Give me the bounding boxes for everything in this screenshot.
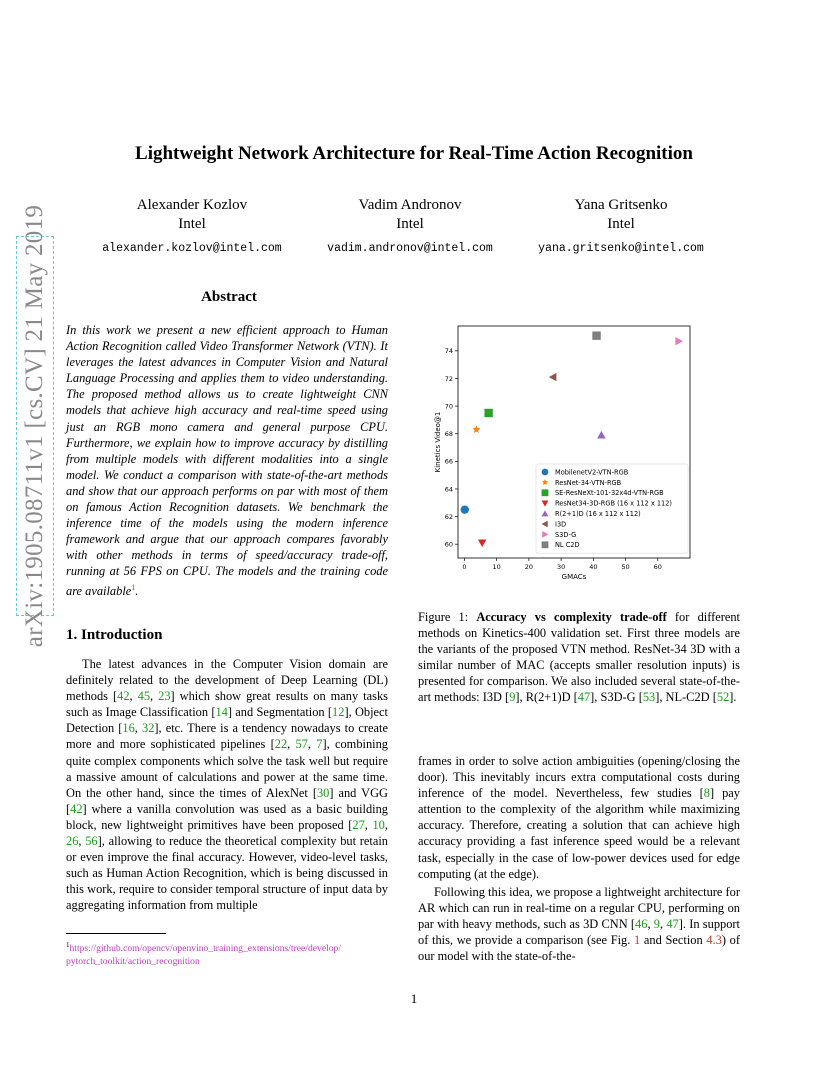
text-run: frames in order to solve action ambiguities (opening/closing the door). This inevitably incurs extra computational costs during inference of the model. Nevertheless, few studies [ xyxy=(418,754,740,801)
citation-link[interactable]: 42 xyxy=(117,689,130,704)
x-tick-label: 20 xyxy=(524,563,534,571)
author-name: Alexander Kozlov xyxy=(136,197,248,213)
page-number: 1 xyxy=(410,991,418,1006)
text-run: Figure 1: xyxy=(418,610,477,624)
text-run: , xyxy=(384,817,388,832)
text-run: , xyxy=(78,834,86,849)
author-2 xyxy=(300,196,520,258)
text-run: , xyxy=(660,916,667,931)
legend-label: S3D-G xyxy=(555,530,577,539)
citation-link[interactable]: 47 xyxy=(666,916,679,931)
text-run: ]. xyxy=(729,690,737,705)
text-run: The latest advances in the Computer Vision domain are definitely related to the development of Deep Learning (DL) methods [ xyxy=(66,657,388,704)
text-run: for different methods on Kinetics-400 validation set. First three models are the variants of the proposed VTN method. ResNet-34 3D with a similar number of MAC (accepts smaller resolution inputs) is presented for comparison. We also included several state-of-the-art methods: I3D [ xyxy=(418,610,740,705)
x-tick-label: 40 xyxy=(589,563,598,571)
citation-link[interactable]: 9 xyxy=(653,916,660,931)
y-tick-label: 66 xyxy=(444,457,453,466)
footnote-number: 1 xyxy=(66,941,70,949)
x-axis-label: GMACs xyxy=(561,573,587,580)
legend-marker xyxy=(542,469,549,476)
text-run: ], combining quite complex components which solve the task well but require a massive amount of calculations and power at the same time. On the other hand, since the times of AlexNet [ xyxy=(66,737,388,800)
legend-frame xyxy=(536,464,688,553)
x-tick-label: 10 xyxy=(492,563,501,571)
footnote-link-line-2[interactable]: pytorch_toolkit/action_recognition xyxy=(66,956,200,968)
legend-label: SE-ResNeXt-101-32x4d-VTN-RGB xyxy=(555,489,664,498)
author-affiliation: Intel xyxy=(607,216,635,232)
legend-label: R(2+1)D (16 x 112 x 112) xyxy=(555,510,641,518)
text-run: ] and VGG [ xyxy=(66,785,388,816)
y-tick-label: 60 xyxy=(444,540,453,549)
text-run: ], etc. There is a tendency nowadays to create more and more sophisticated pipelines [ xyxy=(66,721,388,752)
citation-link[interactable]: 32 xyxy=(142,721,155,736)
text-run: , xyxy=(647,916,654,931)
text-run: , xyxy=(129,689,138,704)
text-run: , xyxy=(134,721,143,736)
citation-link[interactable]: 46 xyxy=(635,916,648,931)
text-run: ], NL-C2D [ xyxy=(655,690,717,705)
abstract-heading: Abstract xyxy=(201,289,257,305)
legend-label: ResNet-34-VTN-RGB xyxy=(555,478,622,487)
text-run: ], allowing to reduce the theoretical complexity but retain or even improve the final accuracy. However, video-level tasks, such as Human Action Recognition, which is being discussed in this work, require to consider temporal structure of input data by aggregating information from multiple xyxy=(66,834,388,913)
intro-paragraph-1 xyxy=(66,656,388,914)
data-point xyxy=(592,331,600,339)
abstract-body xyxy=(66,322,388,599)
citation-link[interactable]: 12 xyxy=(332,705,345,720)
author-1 xyxy=(82,196,302,258)
text-run: ] pay attention to the complexity of the algorithm while maximizing accuracy. Therefore, creating a solution that can achieve high accuracy providing a fast inference speed would be a relevant task, especially in the case of low-power devices used for edge computing (at the edge). xyxy=(418,786,740,881)
legend-marker xyxy=(542,489,549,496)
citation-link[interactable]: 57 xyxy=(295,737,308,752)
data-point xyxy=(484,409,492,417)
reference-link[interactable]: 1 xyxy=(634,933,641,948)
text-run: ], R(2+1)D [ xyxy=(515,690,578,705)
footnote-rule xyxy=(66,933,166,934)
reference-link[interactable]: 4.3 xyxy=(706,933,722,948)
citation-link[interactable]: 42 xyxy=(70,801,83,816)
citation-link[interactable]: 30 xyxy=(316,785,330,800)
chart-legend xyxy=(536,464,688,553)
text-run: ]. In support of this, we provide a comparison (see Fig. xyxy=(418,916,740,948)
figure-1-chart xyxy=(424,318,694,580)
citation-link[interactable]: 52 xyxy=(716,690,730,705)
bold-run: Accuracy vs complexity trade-off xyxy=(476,610,667,624)
text-run: , xyxy=(150,689,159,704)
footnote-link-line-1[interactable]: https://github.com/opencv/openvino_training_extensions/tree/develop/ xyxy=(69,943,342,955)
intro-column-2 xyxy=(418,753,740,964)
text-run: ] where a vanilla convolution was used as a basic building block, new lightweight primitives have been proposed [ xyxy=(66,801,388,832)
citation-link[interactable]: 56 xyxy=(85,834,98,849)
text-run: , xyxy=(364,817,373,832)
data-point xyxy=(478,539,486,547)
text-run: ] which show great results on many tasks such as Image Classification [ xyxy=(66,689,388,720)
text-run: , xyxy=(307,737,317,752)
author-name: Vadim Andronov xyxy=(358,197,462,213)
citation-link[interactable]: 16 xyxy=(122,721,135,736)
citation-link[interactable]: 8 xyxy=(703,786,710,801)
text-run: Following this idea, we propose a lightweight architecture for AR which can run in real-time on a regular CPU, performing on par with heavy methods, such as 3D CNN [ xyxy=(418,884,740,931)
arxiv-side-stamp xyxy=(18,204,52,648)
text-run: ], S3D-G [ xyxy=(590,690,643,705)
paper-title: Lightweight Network Architecture for Real-Time Action Recognition xyxy=(135,143,693,164)
intro-paragraph-3 xyxy=(418,884,740,964)
legend-marker xyxy=(542,541,549,548)
citation-link[interactable]: 45 xyxy=(137,689,151,704)
intro-column-1 xyxy=(66,656,388,914)
data-point xyxy=(549,373,557,381)
legend-label: MobilenetV2-VTN-RGB xyxy=(555,468,629,477)
citation-link[interactable]: 23 xyxy=(158,689,171,704)
text-run: ] and Segmentation [ xyxy=(227,705,333,720)
text-run: ) of our model with the state-of-the- xyxy=(418,933,740,964)
text-run: ], Object Detection [ xyxy=(66,705,388,736)
author-3 xyxy=(511,196,731,258)
abstract-text: In this work we present a new efficient approach to Human Action Recognition called Video Transformer Network (VTN). It leverages the latest advances in Computer Vision and Natural Language Processing and applies them to video understanding. The proposed method allows us to create lightweight CNN models that achieve high accuracy and real-time speed using just an RGB mono camera and general purpose CPU. Furthermore, we explain how to improve accuracy by distilling from multiple models with different modalities into a single model. We conduct a comparison with state-of-the-art methods and show that our approach performs on par with most of them on famous Action Recognition datasets. We benchmark the inference time of the models using the modern inference framework and argue that our approach compares favorably with other methods in terms of speed/accuracy trade-off, running at 56 FPS on CPU. The models and the training code are available xyxy=(66,323,388,598)
legend-label: ResNet34-3D-RGB (16 x 112 x 112) xyxy=(555,499,672,508)
citation-link[interactable]: 14 xyxy=(215,705,228,720)
citation-link[interactable]: 10 xyxy=(372,817,385,832)
chart-plot-area xyxy=(434,326,690,580)
arxiv-id: arXiv:1905.08711v1 [cs.CV] 21 May 2019 xyxy=(21,204,48,648)
x-tick-label: 60 xyxy=(653,563,662,571)
x-tick-label: 50 xyxy=(621,563,630,571)
y-axis-label: Kinetics Video@1 xyxy=(434,411,442,473)
author-email: yana.gritsenko@intel.com xyxy=(538,242,704,255)
data-point xyxy=(461,505,469,513)
y-tick-label: 72 xyxy=(444,374,453,383)
y-tick-label: 62 xyxy=(444,512,453,521)
citation-link[interactable]: 26 xyxy=(66,834,79,849)
author-affiliation: Intel xyxy=(178,216,206,232)
citation-link[interactable]: 9 xyxy=(509,690,516,705)
figure-1-caption xyxy=(418,609,740,706)
y-tick-label: 64 xyxy=(444,485,453,494)
text-run: and Section xyxy=(640,933,707,948)
citation-link[interactable]: 22 xyxy=(274,737,288,752)
x-tick-label: 0 xyxy=(462,563,467,571)
citation-link[interactable]: 53 xyxy=(642,690,656,705)
y-tick-label: 74 xyxy=(444,347,453,356)
data-point xyxy=(675,337,683,345)
citation-link[interactable]: 27 xyxy=(352,817,365,832)
y-tick-label: 70 xyxy=(444,402,453,411)
author-affiliation: Intel xyxy=(396,216,424,232)
x-tick-label: 30 xyxy=(556,563,566,571)
author-email: vadim.andronov@intel.com xyxy=(327,242,493,255)
data-point xyxy=(597,431,605,439)
intro-heading: 1. Introduction xyxy=(66,627,163,643)
abstract-end: . xyxy=(135,583,139,598)
author-name: Yana Gritsenko xyxy=(574,197,668,213)
author-email: alexander.kozlov@intel.com xyxy=(102,242,282,255)
legend-label: I3D xyxy=(555,520,567,529)
citation-link[interactable]: 47 xyxy=(577,690,591,705)
data-point xyxy=(472,425,480,433)
text-run: , xyxy=(287,737,296,752)
citation-link[interactable]: 7 xyxy=(316,737,323,752)
intro-paragraph-2 xyxy=(418,753,740,882)
y-tick-label: 68 xyxy=(444,430,453,439)
footnote xyxy=(66,939,391,968)
footnote-mark[interactable]: 1 xyxy=(131,582,136,592)
legend-label: NL C2D xyxy=(555,541,580,550)
